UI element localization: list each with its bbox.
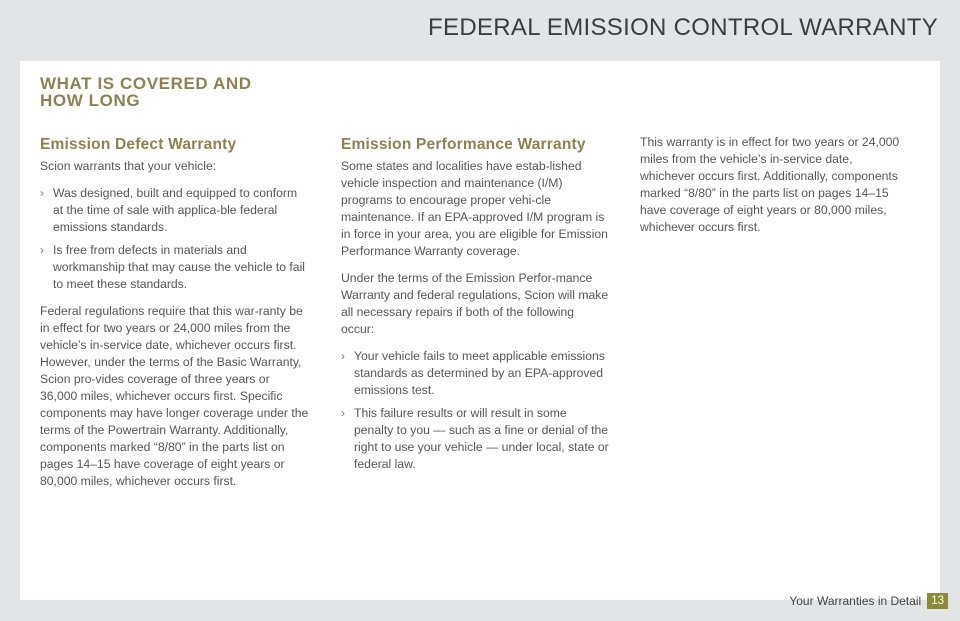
coverage-duration-body: This warranty is in effect for two years or 24,000 miles from the vehicle’s in-service date, whichever occurs first. Additionally, components marked “8/80” in the parts list on pages 14–15 have coverage of eight years or 80,000 miles, whichever occurs first. xyxy=(640,135,900,234)
bullet-text: This failure results or will result in some penalty to you — such as a fine or denial of the right to use your vehicle — under local, state or federal law. xyxy=(354,406,609,471)
chevron-right-icon: › xyxy=(341,406,345,420)
footer-label: Your Warranties in Detail xyxy=(789,594,922,608)
page-number-badge: 13 xyxy=(927,593,948,609)
chevron-right-icon: › xyxy=(341,349,345,363)
emission-defect-column xyxy=(40,136,310,500)
section-title-line-2: HOW LONG xyxy=(40,91,141,110)
coverage-duration-column xyxy=(640,134,910,246)
section-title-line-1: WHAT IS COVERED AND xyxy=(40,74,252,93)
chevron-right-icon: › xyxy=(40,243,44,257)
content-card xyxy=(20,61,940,600)
emission-defect-heading: Emission Defect Warranty xyxy=(40,136,237,153)
emission-performance-column xyxy=(341,136,609,483)
page-footer xyxy=(789,593,948,609)
bullet-text: Your vehicle fails to meet applicable emissions standards as determined by an EPA-approved emissions test. xyxy=(354,349,605,397)
list-item xyxy=(40,185,310,236)
page-header-title: FEDERAL EMISSION CONTROL WARRANTY xyxy=(428,14,938,41)
emission-performance-heading: Emission Performance Warranty xyxy=(341,136,586,153)
bullet-text: Is free from defects in materials and workmanship that may cause the vehicle to fail to meet these standards. xyxy=(53,243,305,291)
emission-performance-para-1: Some states and localities have estab-lished vehicle inspection and maintenance (I/M) programs to encourage proper vehi-cle maintenance. If an EPA-approved I/M program is in force in your area, you are eligible for Emission Performance Warranty coverage. xyxy=(341,159,608,258)
bullet-text: Was designed, built and equipped to conform at the time of sale with applica-ble federal emissions standards. xyxy=(53,186,298,234)
emission-performance-para-2: Under the terms of the Emission Perfor-mance Warranty and federal regulations, Scion will make all necessary repairs if both of the following occur: xyxy=(341,271,609,336)
emission-defect-intro: Scion warrants that your vehicle: xyxy=(40,159,217,173)
emission-defect-body: Federal regulations require that this war-ranty be in effect for two years or 24,000 miles from the vehicle’s in-service date, whichever occurs first. However, under the terms of the Basic Warranty, Scion pro-vides coverage of three years or 36,000 miles, whichever occurs first. Specific components may have longer coverage under the terms of the Powertrain Warranty. Additionally, components marked “8/80” in the parts list on pages 14–15 have coverage of eight years or 80,000 miles, whichever occurs first. xyxy=(40,304,309,488)
list-item xyxy=(40,242,310,293)
emission-defect-bullet-list xyxy=(40,185,310,293)
chevron-right-icon: › xyxy=(40,186,44,200)
emission-performance-bullet-list xyxy=(341,348,609,473)
list-item xyxy=(341,348,609,399)
section-title xyxy=(40,75,252,109)
list-item xyxy=(341,405,609,473)
